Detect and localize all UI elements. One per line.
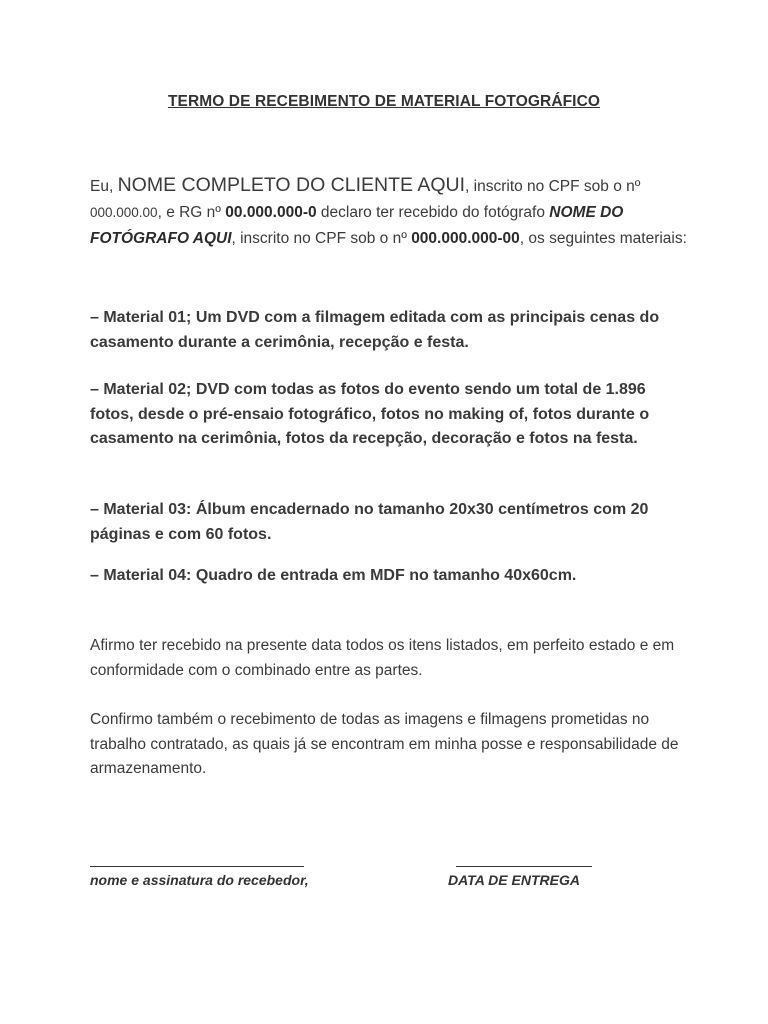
document-title: TERMO DE RECEBIMENTO DE MATERIAL FOTOGRÁFICO <box>167 93 601 110</box>
intro-cpf-text: , inscrito no CPF sob o nº <box>465 178 641 195</box>
delivery-date-line <box>456 866 592 867</box>
intro-materials-text: , os seguintes materiais: <box>519 230 687 247</box>
delivery-date-label: DATA DE ENTREGA <box>448 872 580 888</box>
confirmation-paragraph: Confirmo também o recebimento de todas as imagens e filmagens prometidas no trabalho contratado, as quais já se encontram em minha posse e responsabilidade de armazenamento. <box>90 711 679 777</box>
material-item-03: – Material 03: Álbum encadernado no tamanho 20x30 centímetros com 20 páginas e com 60 fotos. <box>90 501 649 543</box>
client-cpf: 000.000.00 <box>90 205 158 220</box>
material-item-01: – Material 01; Um DVD com a filmagem editada com as principais cenas do casamento durante a cerimônia, recepção e festa. <box>90 309 660 351</box>
material-item-04: – Material 04: Quadro de entrada em MDF no tamanho 40x60cm. <box>90 567 577 584</box>
intro-rg-text: , e RG nº <box>157 204 226 221</box>
client-name: NOME COMPLETO DO CLIENTE AQUI <box>117 174 466 196</box>
photographer-cpf: 000.000.000-00 <box>411 230 520 247</box>
client-rg: 00.000.000-0 <box>225 204 317 221</box>
intro-paragraph <box>90 172 690 252</box>
receiver-signature-line <box>90 866 304 867</box>
intro-received-text: declaro ter recebido do fotógrafo <box>316 204 550 221</box>
photographer-name: NOME DO FOTÓGRAFO AQUI <box>90 204 624 247</box>
affirmation-paragraph: Afirmo ter recebido na presente data todos os itens listados, em perfeito estado e em conformidade com o combinado entre as partes. <box>90 637 675 679</box>
intro-photographer-cpf-text: , inscrito no CPF sob o nº <box>231 230 412 247</box>
material-item-02: – Material 02; DVD com todas as fotos do evento sendo um total de 1.896 fotos, desde o pré-ensaio fotográfico, fotos no making of, fotos durante o casamento na cerimônia, fotos da recepção, decoração e fotos na festa. <box>90 381 650 447</box>
receiver-signature-label: nome e assinatura do recebedor, <box>90 872 309 888</box>
intro-eu: Eu, <box>90 178 118 195</box>
